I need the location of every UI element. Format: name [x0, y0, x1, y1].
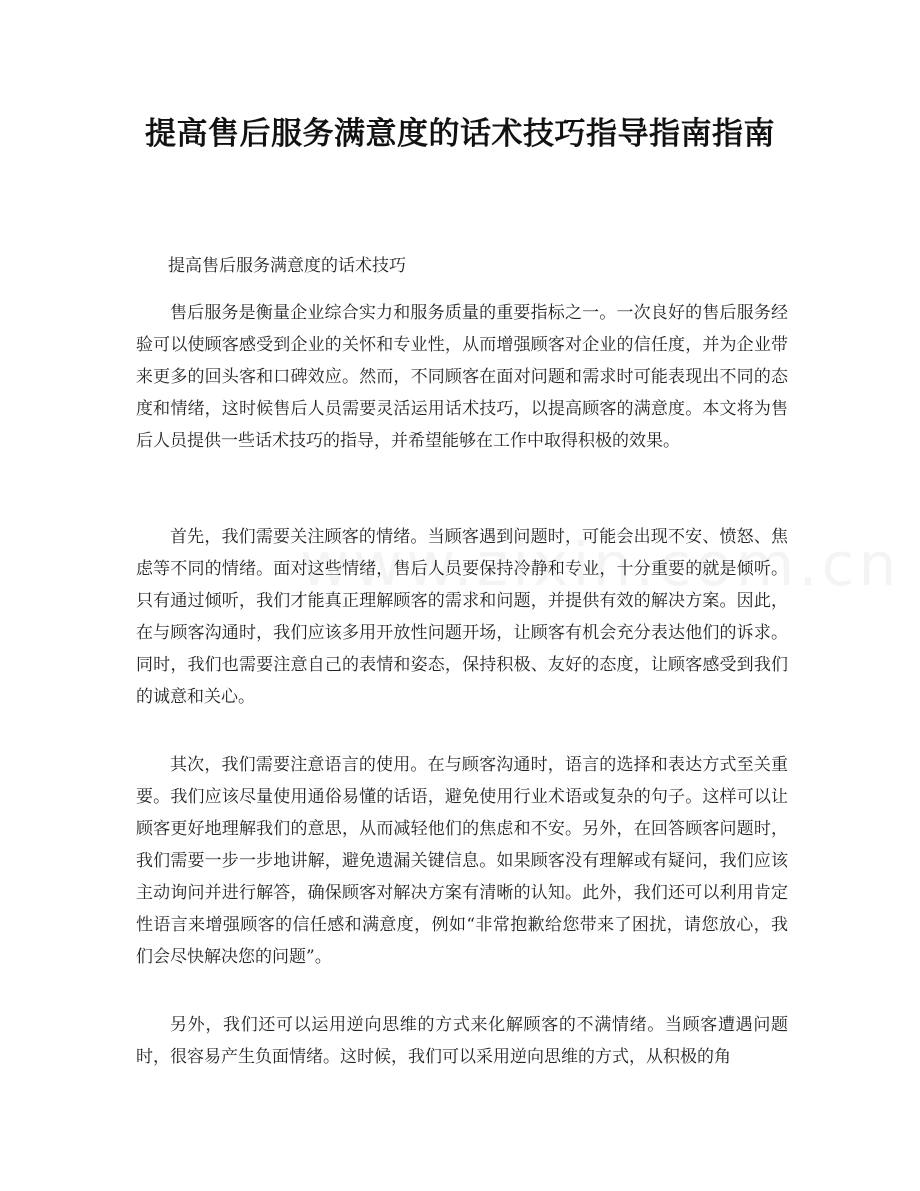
paragraph-emotions: 首先，我们需要关注顾客的情绪。当顾客遇到问题时，可能会出现不安、愤怒、焦虑等不同的情绪。面对这些情绪，售后人员要保持冷静和专业，十分重要的就是倾听。只有通过倾听，我们才能真正理解顾客的需求和问题，并提供有效的解决方案。因此，在与顾客沟通时，我们应该多用开放性问题开场，让顾客有机会充分表达他们的诉求。同时，我们也需要注意自己的表情和姿态，保持积极、友好的态度，让顾客感受到我们的诚意和关心。 [136, 527, 788, 707]
paragraph-intro: 售后服务是衡量企业综合实力和服务质量的重要指标之一。一次良好的售后服务经验可以使顾客感受到企业的关怀和专业性，从而增强顾客对企业的信任度，并为企业带来更多的回头客和口碑效应。然而，不同顾客在面对问题和需求时可能表现出不同的态度和情绪，这时候售后人员需要灵活运用话术技巧，以提高顾客的满意度。本文将为售后人员提供一些话术技巧的指导，并希望能够在工作中取得积极的效果。 [136, 303, 788, 451]
document-title: 提高售后服务满意度的话术技巧指导指南指南 [145, 116, 775, 152]
section-subheading: 提高售后服务满意度的话术技巧 [168, 256, 406, 276]
paragraph-language: 其次，我们需要注意语言的使用。在与顾客沟通时，语言的选择和表达方式至关重要。我们应该尽量使用通俗易懂的话语，避免使用行业术语或复杂的句子。这样可以让顾客更好地理解我们的意思，从而减轻他们的焦虑和不安。另外，在回答顾客问题时，我们需要一步一步地讲解，避免遗漏关键信息。如果顾客没有理解或有疑问，我们应该主动询问并进行解答，确保顾客对解决方案有清晰的认知。此外，我们还可以利用肯定性语言来增强顾客的信任感和满意度，例如“非常抱歉给您带来了困扰，请您放心，我们会尽快解决您的问题”。 [136, 755, 788, 967]
paragraph-reverse-thinking: 另外，我们还可以运用逆向思维的方式来化解顾客的不满情绪。当顾客遭遇问题时，很容易产生负面情绪。这时候，我们可以采用逆向思维的方式，从积极的角 [136, 1015, 788, 1067]
